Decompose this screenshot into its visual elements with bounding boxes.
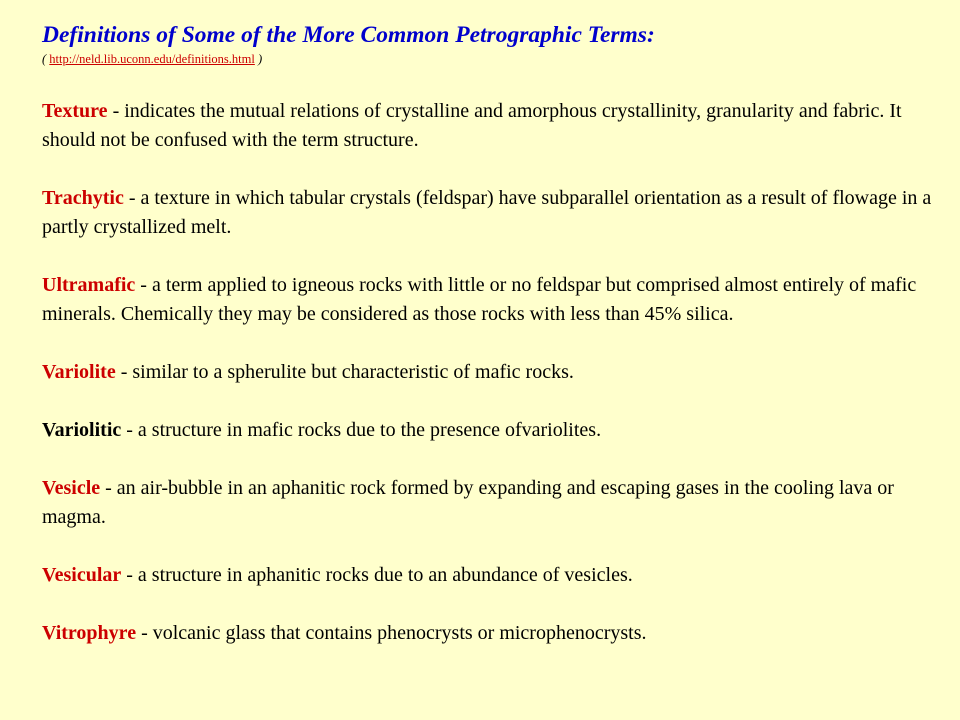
source-close-paren: ) — [254, 52, 263, 66]
term-variolite: Variolite — [42, 361, 116, 383]
definition-text: - volcanic glass that contains phenocrysts or microphenocrysts. — [136, 622, 647, 644]
definition-ultramafic — [42, 271, 937, 329]
definition-texture — [42, 97, 937, 155]
page-title: Definitions of Some of the More Common Petrographic Terms: — [42, 22, 655, 48]
definition-text: - similar to a spherulite but characteristic of mafic rocks. — [115, 361, 574, 383]
definition-text: - a structure in aphanitic rocks due to an abundance of vesicles. — [121, 564, 633, 586]
definition-vesicle — [42, 474, 937, 532]
term-texture: Texture — [42, 100, 108, 122]
slide — [42, 20, 937, 677]
term-vitrophyre: Vitrophyre — [42, 622, 137, 644]
term-vesicle: Vesicle — [42, 477, 101, 499]
source-citation — [42, 52, 937, 66]
definition-trachytic — [42, 184, 937, 242]
term-vesicular: Vesicular — [42, 564, 122, 586]
term-trachytic: Trachytic — [42, 187, 124, 209]
definitions-list — [42, 97, 937, 648]
term-variolitic: Variolitic — [42, 419, 122, 441]
source-open-paren: ( — [42, 52, 50, 66]
definition-text: - indicates the mutual relations of crystalline and amorphous crystallinity, granularity and fabric. It should not be confused with the term structure. — [42, 100, 902, 151]
definition-vesicular — [42, 561, 937, 590]
definition-text: - a texture in which tabular crystals (feldspar) have subparallel orientation as a result of flowage in a partly crystallized melt. — [42, 187, 932, 238]
source-link[interactable]: http://neld.lib.uconn.edu/definitions.html — [49, 52, 255, 66]
definition-variolite — [42, 358, 937, 387]
definition-vitrophyre — [42, 619, 937, 648]
definition-text: - an air-bubble in an aphanitic rock formed by expanding and escaping gases in the cooling lava or magma. — [42, 477, 894, 528]
definition-text: - a term applied to igneous rocks with little or no feldspar but comprised almost entirely of mafic minerals. Chemically they may be considered as those rocks with less than 45% silica. — [42, 274, 917, 325]
definition-variolitic — [42, 416, 937, 445]
term-ultramafic: Ultramafic — [42, 274, 136, 296]
definition-text: - a structure in mafic rocks due to the presence ofvariolites. — [121, 419, 602, 441]
